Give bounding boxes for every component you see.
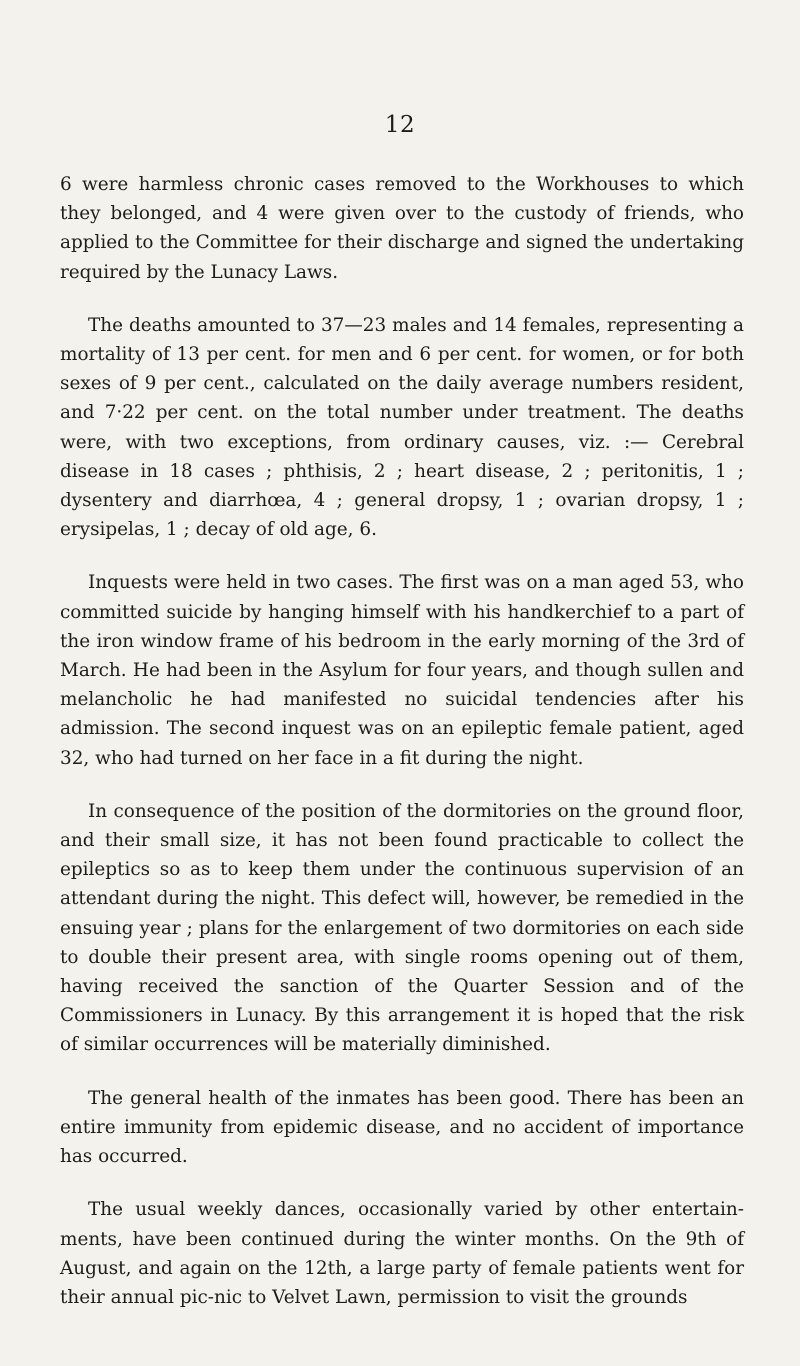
page-number: 12 bbox=[384, 112, 416, 138]
paragraph-inquests: Inquests were held in two cases. The first was on a man aged 53, who committed suicide by hanging himself with his handkerchief to a part of the iron window frame of his bedroom in the early morning of the 3rd of March. He had been in the Asylum for four years, and though sullen and melancholic he had manifested no suicidal tendencies after his admission. The second inquest was on an epileptic female patient, aged 32, who had turned on her face in a fit during the night. bbox=[60, 572, 744, 769]
paragraph-deaths: The deaths amounted to 37—23 males and 14 females, representing a mortality of 13 per cent. for men and 6 per cent. for women, or for both sexes of 9 per cent., calculated on the daily average numbers resident, and 7·22 per cent. on the total number under treatment. The deaths were, with two exceptions, from ordinary causes, viz. :— Cerebral disease in 18 cases ; phthisis, 2 ; heart disease, 2 ; peritonitis, 1 ; dysentery and diarrhœa, 4 ; general dropsy, 1 ; ovarian dropsy, 1 ; erysipelas, 1 ; decay of old age, 6. bbox=[60, 314, 744, 541]
body-text bbox=[60, 170, 744, 1336]
paragraph-dormitories: In consequence of the position of the dormitories on the ground floor, and their small size, it has not been found practicable to collect the epileptics so as to keep them under the continuous supervision of an attendant during the night. This defect will, however, be remedied in the ensuing year ; plans for the enlargement of two dormitories on each side to double their present area, with single rooms opening out of them, having received the sanction of the Quarter Session and of the Commissioners in Lunacy. By this arrangement it is hoped that the risk of similar occurrences will be materially diminished. bbox=[60, 800, 744, 1056]
paragraph-entertainments: The usual weekly dances, occasionally varied by other entertainments, have been continued during the winter months. On the 9th of August, and again on the 12th, a large party of female patients went for their annual pic-nic to Velvet Lawn, permission to visit the grounds bbox=[60, 1199, 744, 1308]
paragraph-general-health: The general health of the inmates has been good. There has been an entire immunity from epidemic disease, and no accident of importance has occurred. bbox=[60, 1087, 744, 1168]
paragraph-discharges: 6 were harmless chronic cases removed to the Workhouses to which they belonged, and 4 were given over to the custody of friends, who applied to the Committee for their discharge and signed the undertaking required by the Lunacy Laws. bbox=[60, 174, 744, 283]
